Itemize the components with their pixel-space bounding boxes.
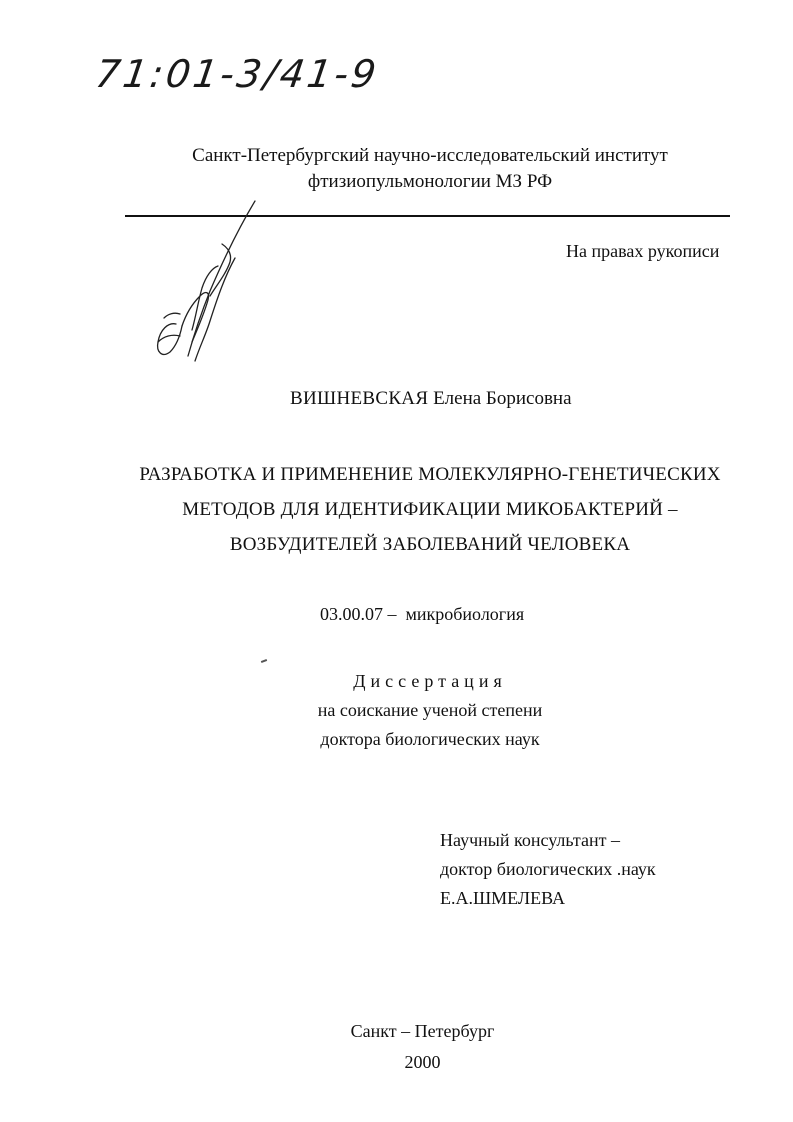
institute-line-2: фтизиопульмонологии МЗ РФ <box>307 171 553 192</box>
consultant-role: Научный консультант – <box>440 830 620 850</box>
consultant-degree: доктор биологических .наук <box>440 859 656 879</box>
signature-image <box>140 196 270 376</box>
city: Санкт – Петербург <box>350 1021 495 1041</box>
document-type: Диссертация <box>353 671 507 691</box>
author-given-names: Елена Борисовна <box>433 388 572 409</box>
degree-line-3: доктора биологических наук <box>320 729 540 749</box>
title-line-2: МЕТОДОВ ДЛЯ ИДЕНТИФИКАЦИИ МИКОБАКТЕРИЙ – <box>182 499 678 520</box>
title-line-3: ВОЗБУДИТЕЛЕЙ ЗАБОЛЕВАНИЙ ЧЕЛОВЕКА <box>229 534 631 555</box>
year: 2000 <box>404 1052 441 1072</box>
speciality-code: 03.00.07 – <box>320 604 397 624</box>
dissertation-title <box>0 457 793 562</box>
institute-name <box>0 143 793 195</box>
institute-line-1: Санкт-Петербургский научно-исследовательский институт <box>192 145 668 166</box>
degree-block <box>0 667 793 754</box>
consultant-name: Е.А.ШМЕЛЕВА <box>440 888 565 908</box>
speciality <box>320 604 524 625</box>
archive-code: 71:01-3/41-9 <box>92 52 382 96</box>
degree-line-2: на соискание ученой степени <box>317 700 543 720</box>
place-and-year <box>0 1016 793 1078</box>
author-name <box>290 388 572 410</box>
title-line-1: РАЗРАБОТКА И ПРИМЕНЕНИЕ МОЛЕКУЛЯРНО-ГЕНЕТИЧЕСКИХ <box>139 464 721 485</box>
rights-note: На правах рукописи <box>566 241 720 261</box>
author-surname: ВИШНЕВСКАЯ <box>290 388 429 409</box>
scan-speck <box>261 659 267 663</box>
speciality-name: микробиология <box>405 604 525 624</box>
scientific-consultant <box>440 826 656 913</box>
